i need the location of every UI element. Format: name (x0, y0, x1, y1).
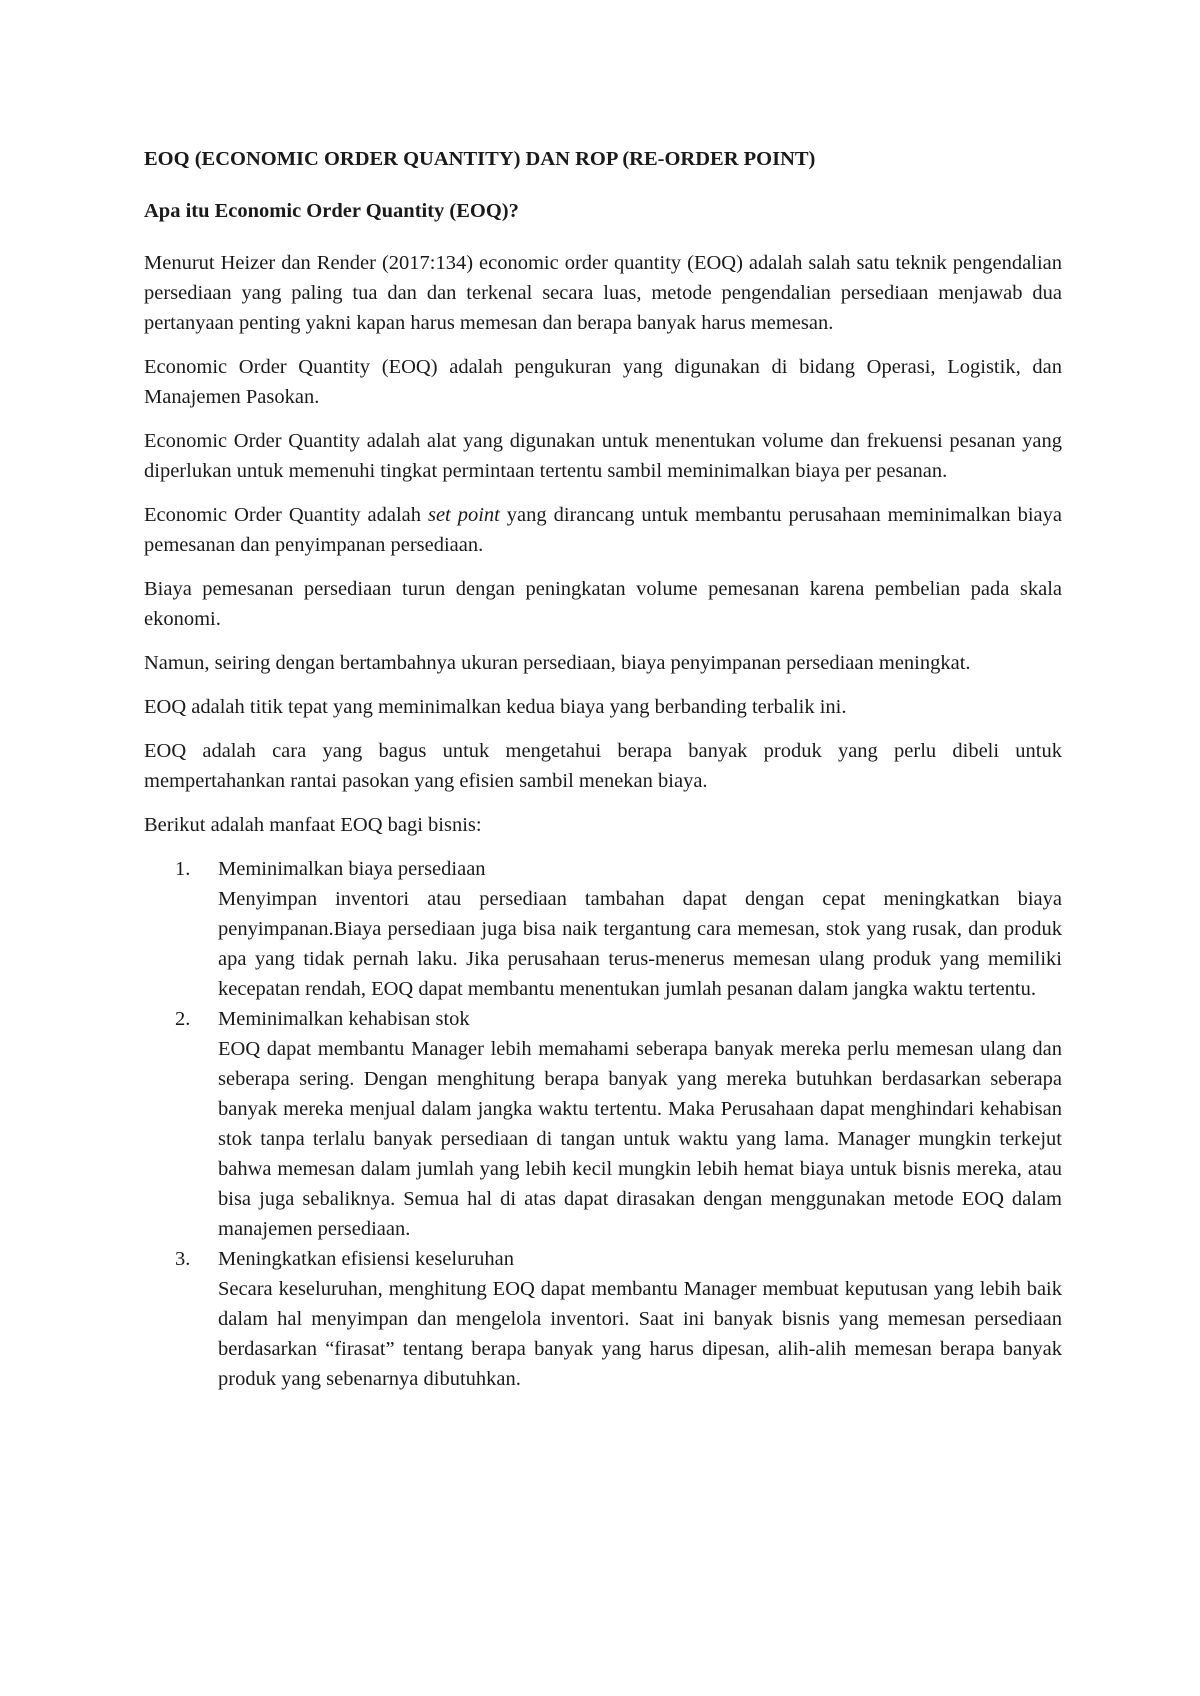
paragraph-benefits-intro: Berikut adalah manfaat EOQ bagi bisnis: (144, 814, 482, 836)
list-item-body: Secara keseluruhan, menghitung EOQ dapat membantu Manager membuat keputusan yang lebih baik dalam hal menyimpan dan mengelola inventori. Saat ini banyak bisnis yang memesan persediaan berdasarkan “firasat” tentang berapa banyak yang harus dipesan, alih-alih memesan berapa banyak produk yang sebenarnya dibutuhkan. (218, 1278, 1062, 1390)
list-item-number: 1. (175, 858, 191, 880)
list-item (144, 1244, 1062, 1394)
setpoint-emphasis: set point (427, 504, 500, 526)
paragraph-eoq-tool: Economic Order Quantity adalah alat yang digunakan untuk menentukan volume dan frekuensi pesanan yang diperlukan untuk memenuhi tingkat permintaan tertentu sambil meminimalkan biaya per pesanan. (144, 430, 1062, 482)
paragraph-eoq-point: EOQ adalah titik tepat yang meminimalkan kedua biaya yang berbanding terbalik ini. (144, 696, 847, 718)
document-title: EOQ (ECONOMIC ORDER QUANTITY) DAN ROP (RE-ORDER POINT) (144, 148, 816, 170)
paragraph-definition-heizer: Menurut Heizer dan Render (2017:134) economic order quantity (EOQ) adalah salah satu teknik pengendalian persediaan yang paling tua dan dan terkenal secara luas, metode pengendalian persediaan menjawab dua pertanyaan penting yakni kapan harus memesan dan berapa banyak harus memesan. (144, 252, 1062, 334)
list-item (144, 854, 1062, 1004)
setpoint-text-after: yang dirancang untuk membantu perusahaan meminimalkan biaya pemesanan dan penyimpanan persediaan. (144, 504, 1062, 556)
paragraph-ordering-cost: Biaya pemesanan persediaan turun dengan peningkatan volume pemesanan karena pembelian pada skala ekonomi. (144, 578, 1062, 630)
list-item-title: Meminimalkan biaya persediaan (218, 858, 486, 880)
benefits-list (144, 854, 1062, 1394)
document-page (144, 144, 1062, 1394)
list-item-number: 2. (175, 1008, 191, 1030)
list-item-body: Menyimpan inventori atau persediaan tambahan dapat dengan cepat meningkatkan biaya penyimpanan.Biaya persediaan juga bisa naik tergantung cara memesan, stok yang rusak, dan produk apa yang tidak pernah laku. Jika perusahaan terus-menerus memesan ulang produk yang memiliki kecepatan rendah, EOQ dapat membantu menentukan jumlah pesanan dalam jangka waktu tertentu. (218, 888, 1062, 1000)
list-item-body: EOQ dapat membantu Manager lebih memahami seberapa banyak mereka perlu memesan ulang dan seberapa sering. Dengan menghitung berapa banyak yang mereka butuhkan berdasarkan seberapa banyak mereka menjual dalam jangka waktu tertentu. Maka Perusahaan dapat menghindari kehabisan stok tanpa terlalu banyak persediaan di tangan untuk waktu yang lama. Manager mungkin terkejut bahwa memesan dalam jumlah yang lebih kecil mungkin lebih hemat biaya untuk bisnis mereka, atau bisa juga sebaliknya. Semua hal di atas dapat dirasakan dengan menggunakan metode EOQ dalam manajemen persediaan. (218, 1038, 1062, 1240)
paragraph-holding-cost: Namun, seiring dengan bertambahnya ukuran persediaan, biaya penyimpanan persediaan meningkat. (144, 652, 971, 674)
section-heading: Apa itu Economic Order Quantity (EOQ)? (144, 200, 519, 222)
paragraph-eoq-setpoint (144, 500, 1062, 560)
list-item-title: Meminimalkan kehabisan stok (218, 1008, 470, 1030)
list-item-number: 3. (175, 1248, 191, 1270)
setpoint-text-before: Economic Order Quantity adalah (144, 504, 428, 526)
paragraph-eoq-supply-chain: EOQ adalah cara yang bagus untuk mengetahui berapa banyak produk yang perlu dibeli untuk mempertahankan rantai pasokan yang efisien sambil menekan biaya. (144, 740, 1062, 792)
paragraph-eoq-measurement: Economic Order Quantity (EOQ) adalah pengukuran yang digunakan di bidang Operasi, Logistik, dan Manajemen Pasokan. (144, 356, 1062, 408)
list-item-title: Meningkatkan efisiensi keseluruhan (218, 1248, 515, 1270)
list-item (144, 1004, 1062, 1244)
